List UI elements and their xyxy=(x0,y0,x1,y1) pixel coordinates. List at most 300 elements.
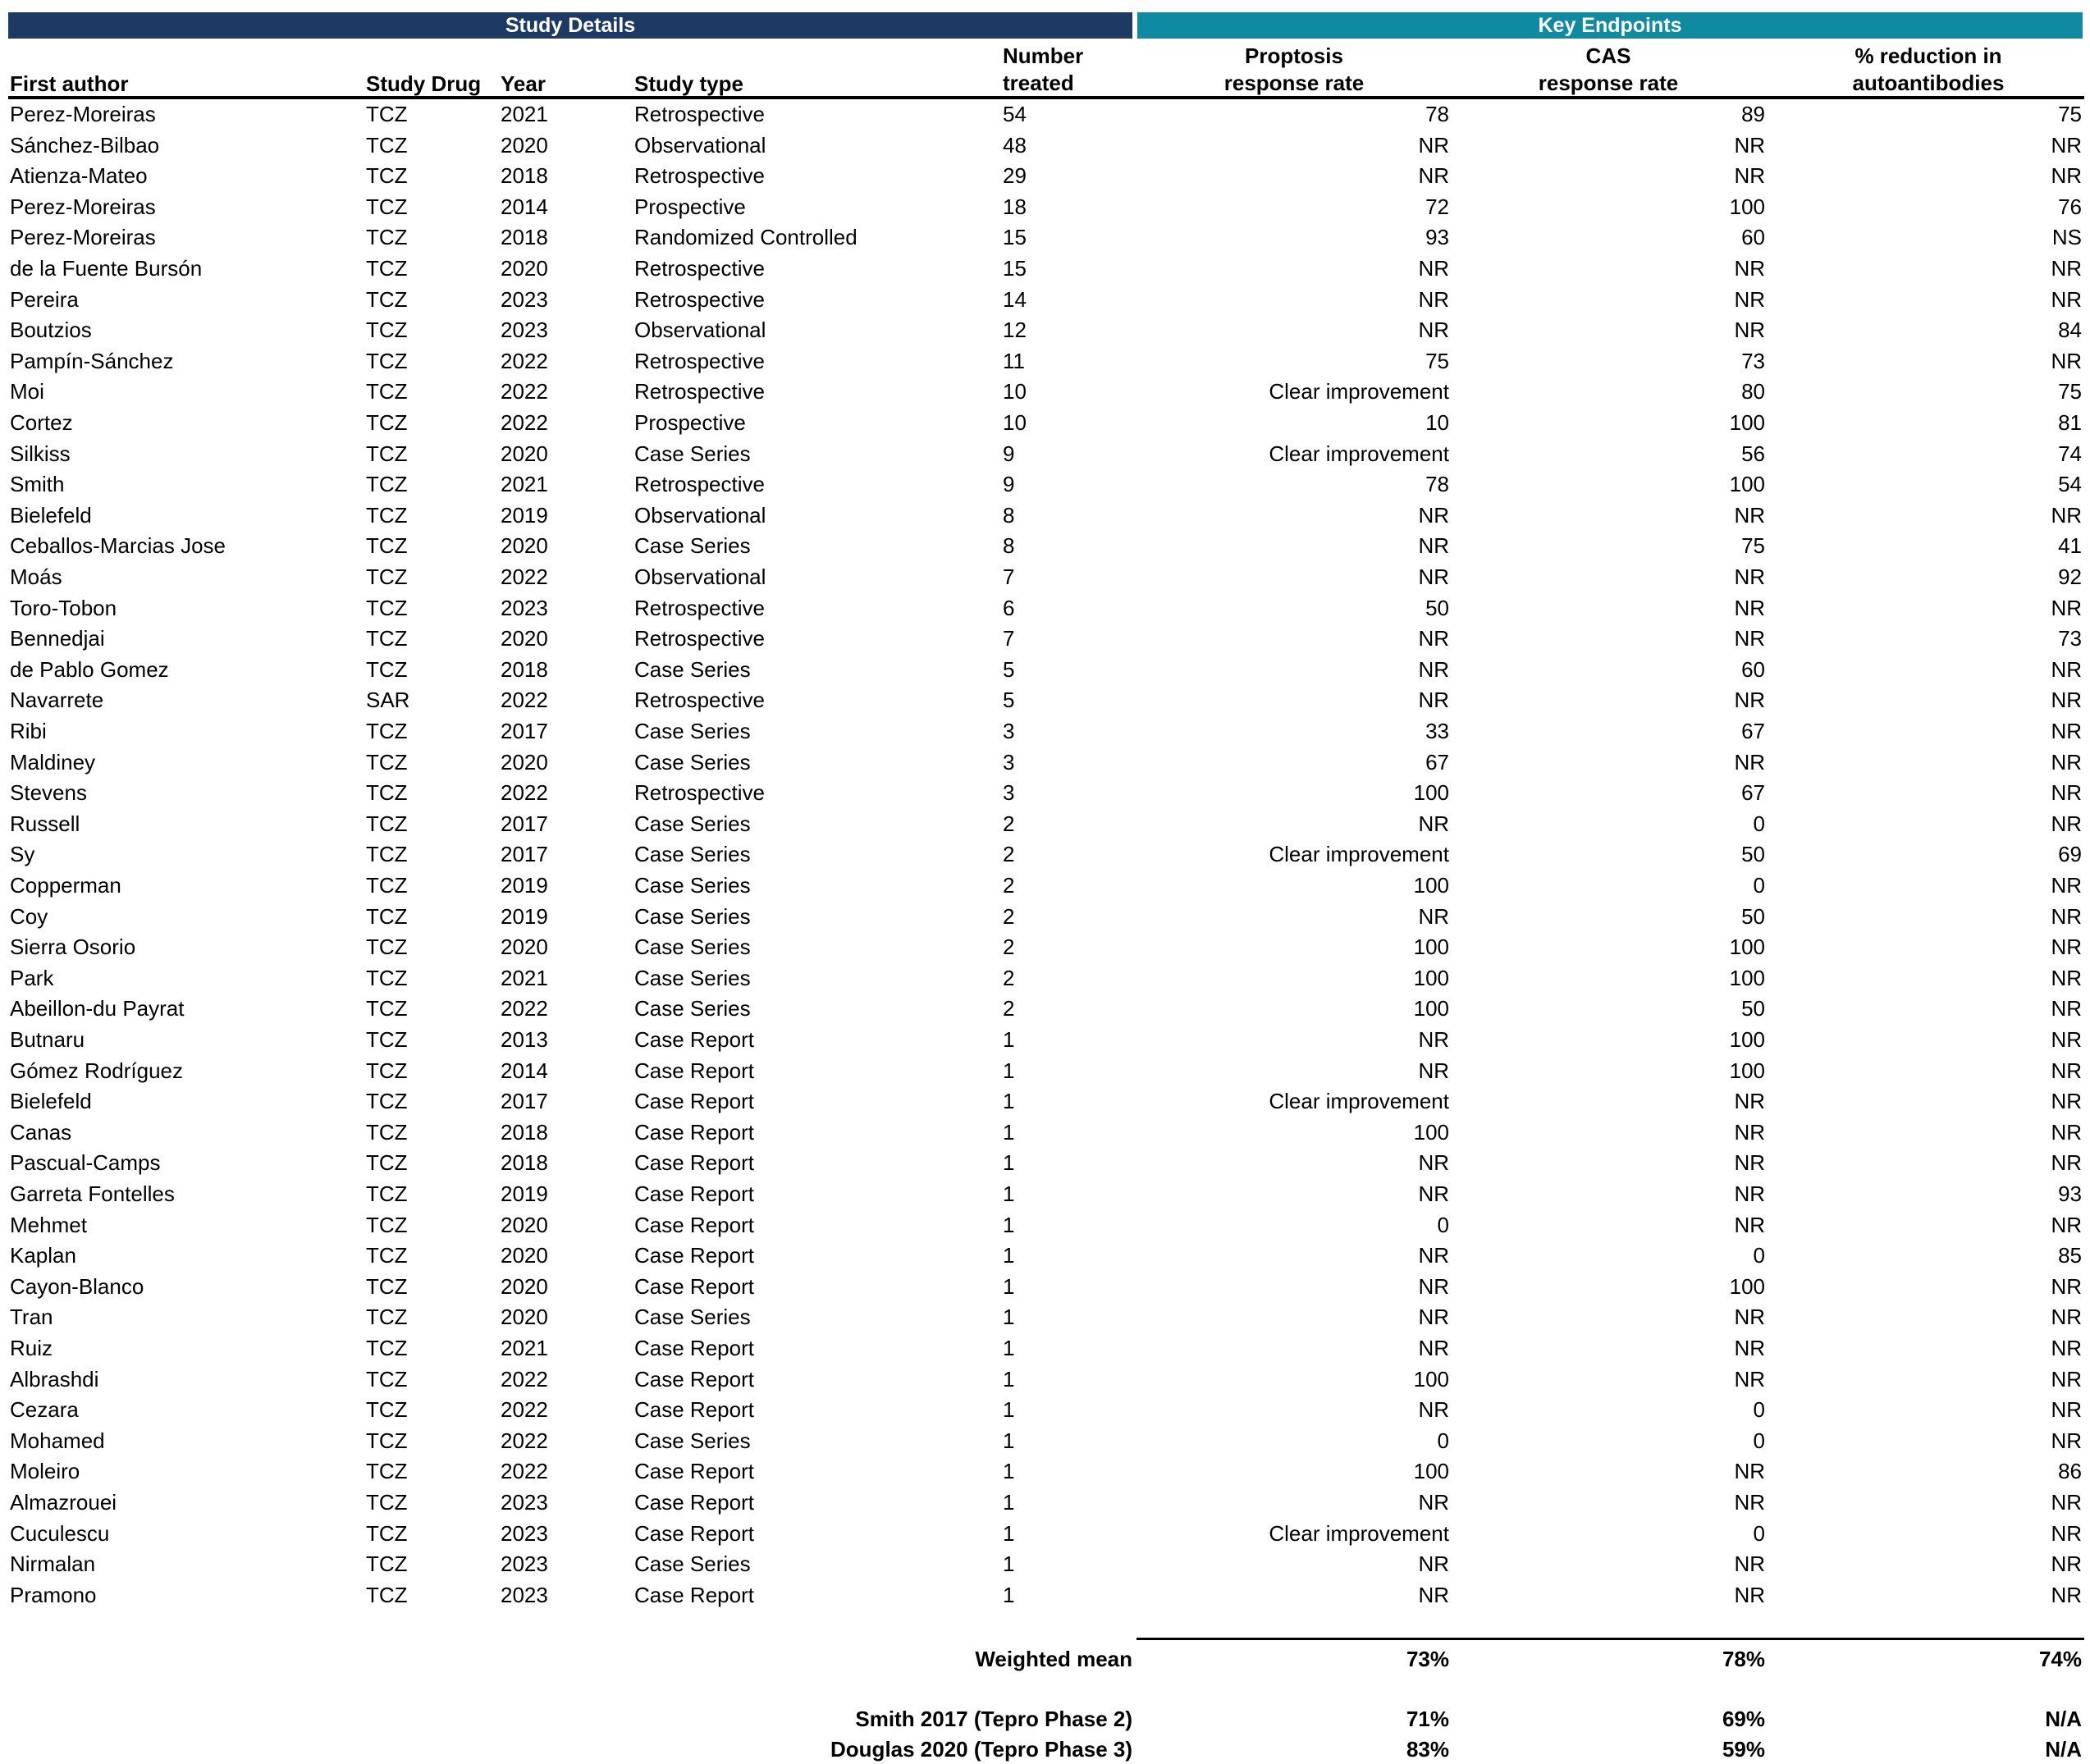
cell-proptosis: 78 xyxy=(1425,472,1449,497)
cell-year: 2014 xyxy=(501,194,548,219)
cell-year: 2021 xyxy=(501,965,548,990)
table-row xyxy=(0,624,2090,655)
cell-first-author: Russell xyxy=(10,811,80,836)
cell-study-drug: TCZ xyxy=(366,1520,408,1546)
cell-study-drug: TCZ xyxy=(366,996,408,1021)
cell-proptosis: 67 xyxy=(1425,749,1449,775)
cell-cas: 100 xyxy=(1729,1027,1765,1052)
table-row xyxy=(0,747,2090,779)
cell-year: 2020 xyxy=(501,1243,548,1268)
cell-study-type: Case Report xyxy=(634,1397,754,1423)
smith-autoab: N/A xyxy=(2045,1707,2082,1731)
cell-year: 2019 xyxy=(501,1181,548,1206)
cell-study-type: Retrospective xyxy=(634,163,765,189)
cell-autoantibodies: NR xyxy=(2051,1397,2082,1423)
cell-study-drug: TCZ xyxy=(366,965,408,990)
cell-number-treated: 5 xyxy=(1003,688,1015,713)
cell-number-treated: 1 xyxy=(1003,1089,1015,1114)
cell-cas: NR xyxy=(1734,163,1765,189)
cell-autoantibodies: NR xyxy=(2051,132,2082,158)
header-cas-line2: response rate xyxy=(1538,71,1679,95)
weighted-mean-rule xyxy=(1136,1638,2084,1640)
header-proptosis-line2: response rate xyxy=(1223,71,1365,95)
cell-first-author: Boutzios xyxy=(10,318,92,343)
table-row xyxy=(0,655,2090,686)
cell-study-drug: TCZ xyxy=(366,564,408,589)
cell-year: 2018 xyxy=(501,1119,548,1145)
cell-proptosis: NR xyxy=(1418,1181,1449,1206)
study-details-band: Study Details xyxy=(8,12,1132,39)
cell-study-type: Randomized Controlled xyxy=(634,225,857,250)
cell-proptosis: NR xyxy=(1418,1243,1449,1268)
cell-cas: NR xyxy=(1734,626,1765,651)
cell-year: 2023 xyxy=(501,1551,548,1577)
weighted-mean-proptosis: 73% xyxy=(1406,1647,1449,1671)
cell-number-treated: 1 xyxy=(1003,1027,1015,1052)
cell-number-treated: 1 xyxy=(1003,1305,1015,1330)
header-proptosis xyxy=(1163,43,1425,97)
cell-study-type: Case Report xyxy=(634,1582,754,1607)
cell-first-author: Bielefeld xyxy=(10,502,92,528)
cell-study-type: Case Report xyxy=(634,1089,754,1114)
cell-study-type: Case Series xyxy=(634,965,751,990)
cell-study-type: Case Series xyxy=(634,1428,751,1453)
cell-first-author: Moás xyxy=(10,564,62,589)
smith-proptosis: 71% xyxy=(1406,1707,1449,1731)
cell-proptosis: NR xyxy=(1418,286,1449,312)
cell-first-author: Pascual-Camps xyxy=(10,1150,161,1176)
cell-year: 2017 xyxy=(501,811,548,836)
header-number-treated xyxy=(1003,43,1083,97)
cell-year: 2021 xyxy=(501,102,548,126)
cell-first-author: Cezara xyxy=(10,1397,79,1423)
cell-cas: 0 xyxy=(1753,1520,1765,1546)
header-autoantibodies-line1: % reduction in xyxy=(1854,43,2002,68)
cell-autoantibodies: 54 xyxy=(2058,472,2082,497)
cell-study-type: Case Series xyxy=(634,533,751,559)
cell-first-author: Perez-Moreiras xyxy=(10,225,156,250)
cell-study-drug: TCZ xyxy=(366,903,408,929)
table-row xyxy=(0,377,2090,408)
cell-study-type: Retrospective xyxy=(634,102,765,126)
cell-study-type: Retrospective xyxy=(634,286,765,312)
cell-autoantibodies: NR xyxy=(2051,1520,2082,1546)
cell-study-type: Retrospective xyxy=(634,688,765,713)
cell-proptosis: NR xyxy=(1418,1551,1449,1577)
cell-autoantibodies: NR xyxy=(2051,1089,2082,1114)
cell-year: 2020 xyxy=(501,1212,548,1237)
cell-study-type: Case Report xyxy=(634,1336,754,1360)
cell-autoantibodies: 92 xyxy=(2058,564,2082,589)
cell-cas: 100 xyxy=(1729,194,1765,219)
table-row xyxy=(0,1302,2090,1333)
cell-study-drug: TCZ xyxy=(366,1305,408,1330)
cell-cas: NR xyxy=(1734,564,1765,589)
cell-study-type: Prospective xyxy=(634,410,746,435)
table-row xyxy=(0,130,2090,162)
cell-study-type: Case Report xyxy=(634,1212,754,1237)
cell-proptosis: 100 xyxy=(1413,1366,1449,1392)
cell-cas: NR xyxy=(1734,318,1765,343)
cell-study-drug: TCZ xyxy=(366,873,408,898)
cell-cas: 67 xyxy=(1741,719,1765,743)
cell-proptosis: NR xyxy=(1418,318,1449,343)
cell-number-treated: 15 xyxy=(1003,225,1027,250)
cell-study-drug: TCZ xyxy=(366,194,408,219)
table-row xyxy=(0,1117,2090,1149)
cell-autoantibodies: 93 xyxy=(2058,1181,2082,1206)
cell-year: 2022 xyxy=(501,996,548,1021)
cell-number-treated: 10 xyxy=(1003,379,1027,404)
cell-autoantibodies: NR xyxy=(2051,903,2082,929)
table-row xyxy=(0,254,2090,285)
cell-autoantibodies: 41 xyxy=(2058,533,2082,559)
cell-first-author: Ruiz xyxy=(10,1336,53,1360)
cell-number-treated: 1 xyxy=(1003,1181,1015,1206)
cell-autoantibodies: 86 xyxy=(2058,1459,2082,1484)
cell-number-treated: 9 xyxy=(1003,441,1015,466)
table-row xyxy=(0,1426,2090,1457)
cell-study-drug: TCZ xyxy=(366,1058,408,1083)
cell-proptosis: 100 xyxy=(1413,873,1449,898)
table-row xyxy=(0,1333,2090,1364)
cell-first-author: Tran xyxy=(10,1305,53,1330)
cell-study-drug: TCZ xyxy=(366,1366,408,1392)
cell-first-author: Navarrete xyxy=(10,688,104,713)
cell-proptosis: NR xyxy=(1418,811,1449,836)
cell-study-drug: TCZ xyxy=(366,811,408,836)
table-row xyxy=(0,685,2090,716)
cell-autoantibodies: NR xyxy=(2051,1212,2082,1237)
cell-number-treated: 3 xyxy=(1003,780,1015,806)
cell-number-treated: 29 xyxy=(1003,163,1027,189)
cell-cas: 100 xyxy=(1729,965,1765,990)
table-row xyxy=(0,531,2090,562)
cell-study-type: Retrospective xyxy=(634,626,765,651)
cell-first-author: Ceballos-Marcias Jose xyxy=(10,533,226,559)
table-row xyxy=(0,1364,2090,1396)
cell-study-drug: TCZ xyxy=(366,780,408,806)
cell-study-type: Case Series xyxy=(634,441,751,466)
cell-proptosis: 75 xyxy=(1425,348,1449,373)
cell-proptosis: 33 xyxy=(1425,719,1449,743)
cell-cas: 100 xyxy=(1729,935,1765,960)
cell-first-author: Toro-Tobon xyxy=(10,595,117,620)
cell-proptosis: 72 xyxy=(1425,194,1449,219)
cell-number-treated: 2 xyxy=(1003,935,1015,960)
table-row xyxy=(0,1241,2090,1272)
cell-autoantibodies: NR xyxy=(2051,1490,2082,1515)
table-row xyxy=(0,1488,2090,1519)
cell-autoantibodies: NR xyxy=(2051,780,2082,806)
cell-year: 2022 xyxy=(501,348,548,373)
cell-proptosis: NR xyxy=(1418,256,1449,281)
table-row xyxy=(0,161,2090,192)
table-row xyxy=(0,963,2090,994)
cell-study-drug: TCZ xyxy=(366,441,408,466)
cell-study-drug: TCZ xyxy=(366,502,408,528)
cell-study-drug: TCZ xyxy=(366,1459,408,1484)
cell-autoantibodies: 69 xyxy=(2058,842,2082,867)
weighted-mean-cas: 78% xyxy=(1722,1647,1765,1671)
table-row xyxy=(0,1086,2090,1117)
cell-study-drug: TCZ xyxy=(366,1582,408,1607)
cell-autoantibodies: NR xyxy=(2051,502,2082,528)
cell-autoantibodies: 81 xyxy=(2058,410,2082,435)
table-row xyxy=(0,1580,2090,1611)
cell-number-treated: 11 xyxy=(1003,348,1025,373)
cell-autoantibodies: NR xyxy=(2051,811,2082,836)
table-row xyxy=(0,1210,2090,1241)
cell-proptosis: NR xyxy=(1418,1490,1449,1515)
cell-study-drug: TCZ xyxy=(366,1212,408,1237)
cell-year: 2020 xyxy=(501,1305,548,1330)
cell-year: 2022 xyxy=(501,780,548,806)
cell-study-type: Case Series xyxy=(634,811,751,836)
cell-study-drug: TCZ xyxy=(366,286,408,312)
cell-study-drug: TCZ xyxy=(366,1119,408,1145)
cell-year: 2023 xyxy=(501,318,548,343)
cell-proptosis: 100 xyxy=(1413,996,1449,1021)
cell-first-author: Garreta Fontelles xyxy=(10,1181,175,1206)
cell-number-treated: 2 xyxy=(1003,842,1015,867)
cell-autoantibodies: NR xyxy=(2051,1336,2082,1360)
cell-number-treated: 7 xyxy=(1003,626,1015,651)
cell-proptosis: NR xyxy=(1418,656,1449,682)
cell-cas: 60 xyxy=(1741,656,1765,682)
table-row xyxy=(0,315,2090,346)
cell-number-treated: 2 xyxy=(1003,996,1015,1021)
cell-year: 2020 xyxy=(501,441,548,466)
cell-study-type: Case Series xyxy=(634,1305,751,1330)
cell-autoantibodies: NR xyxy=(2051,1058,2082,1083)
cell-cas: NR xyxy=(1734,502,1765,528)
cell-year: 2020 xyxy=(501,626,548,651)
cell-proptosis: Clear improvement xyxy=(1269,1089,1449,1114)
cell-proptosis: Clear improvement xyxy=(1269,441,1449,466)
cell-study-type: Case Series xyxy=(634,873,751,898)
header-first-author: First author xyxy=(10,71,129,96)
cell-study-type: Retrospective xyxy=(634,348,765,373)
cell-autoantibodies: NR xyxy=(2051,1366,2082,1392)
cell-year: 2020 xyxy=(501,533,548,559)
cell-proptosis: 93 xyxy=(1425,225,1449,250)
cell-cas: 0 xyxy=(1753,811,1765,836)
cell-year: 2013 xyxy=(501,1027,548,1052)
cell-cas: 67 xyxy=(1741,780,1765,806)
cell-proptosis: NR xyxy=(1418,502,1449,528)
cell-cas: 0 xyxy=(1753,1397,1765,1423)
cell-proptosis: 100 xyxy=(1413,935,1449,960)
cell-proptosis: NR xyxy=(1418,1027,1449,1052)
cell-study-type: Observational xyxy=(634,318,766,343)
cell-study-drug: TCZ xyxy=(366,656,408,682)
cell-study-type: Case Report xyxy=(634,1366,754,1392)
cell-study-drug: TCZ xyxy=(366,1397,408,1423)
cell-study-type: Observational xyxy=(634,502,766,528)
table-row xyxy=(0,192,2090,223)
cell-study-type: Case Report xyxy=(634,1520,754,1546)
cell-first-author: Smith xyxy=(10,472,65,497)
cell-study-drug: TCZ xyxy=(366,1027,408,1052)
cell-study-drug: TCZ xyxy=(366,1551,408,1577)
table-row xyxy=(0,809,2090,840)
table-row xyxy=(0,346,2090,377)
cell-study-drug: TCZ xyxy=(366,256,408,281)
cell-first-author: Pampín-Sánchez xyxy=(10,348,174,373)
cell-study-drug: TCZ xyxy=(366,749,408,775)
cell-study-drug: TCZ xyxy=(366,1336,408,1360)
cell-number-treated: 1 xyxy=(1003,1366,1015,1392)
cell-number-treated: 1 xyxy=(1003,1336,1015,1360)
cell-study-drug: TCZ xyxy=(366,102,408,126)
cell-year: 2021 xyxy=(501,472,548,497)
cell-year: 2023 xyxy=(501,1520,548,1546)
cell-cas: NR xyxy=(1734,1181,1765,1206)
cell-cas: 75 xyxy=(1741,533,1765,559)
cell-number-treated: 2 xyxy=(1003,873,1015,898)
header-study-type: Study type xyxy=(634,71,743,96)
weighted-mean-autoab: 74% xyxy=(2038,1647,2082,1671)
header-autoantibodies-line2: autoantibodies xyxy=(1852,71,2005,95)
cell-cas: NR xyxy=(1734,1150,1765,1176)
cell-study-type: Retrospective xyxy=(634,780,765,806)
cell-autoantibodies: NR xyxy=(2051,656,2082,682)
cell-study-drug: TCZ xyxy=(366,225,408,250)
cell-number-treated: 1 xyxy=(1003,1490,1015,1515)
cell-year: 2022 xyxy=(501,564,548,589)
cell-cas: 50 xyxy=(1741,842,1765,867)
cell-study-type: Retrospective xyxy=(634,256,765,281)
table-row xyxy=(0,562,2090,593)
cell-study-drug: TCZ xyxy=(366,410,408,435)
cell-number-treated: 14 xyxy=(1003,286,1027,312)
cell-year: 2023 xyxy=(501,286,548,312)
cell-autoantibodies: NR xyxy=(2051,256,2082,281)
cell-first-author: Sierra Osorio xyxy=(10,935,136,960)
cell-cas: 50 xyxy=(1741,996,1765,1021)
cell-proptosis: NR xyxy=(1418,564,1449,589)
cell-year: 2020 xyxy=(501,132,548,158)
header-autoantibodies xyxy=(1797,43,2060,97)
cell-number-treated: 10 xyxy=(1003,410,1027,435)
cell-first-author: Copperman xyxy=(10,873,121,898)
cell-number-treated: 2 xyxy=(1003,811,1015,836)
table-row xyxy=(0,1519,2090,1550)
cell-study-drug: TCZ xyxy=(366,719,408,743)
cell-autoantibodies: NR xyxy=(2051,595,2082,620)
cell-study-type: Case Report xyxy=(634,1273,754,1299)
cell-first-author: Perez-Moreiras xyxy=(10,102,156,126)
cell-study-drug: TCZ xyxy=(366,533,408,559)
cell-proptosis: 0 xyxy=(1437,1212,1449,1237)
cell-study-type: Case Report xyxy=(634,1459,754,1484)
cell-autoantibodies: 75 xyxy=(2058,379,2082,404)
cell-number-treated: 8 xyxy=(1003,502,1015,528)
table-row xyxy=(0,222,2090,254)
cell-study-type: Case Series xyxy=(634,996,751,1021)
cell-year: 2022 xyxy=(501,1428,548,1453)
cell-first-author: Bennedjai xyxy=(10,626,105,651)
cell-study-drug: TCZ xyxy=(366,1273,408,1299)
cell-year: 2020 xyxy=(501,935,548,960)
cell-autoantibodies: NR xyxy=(2051,1428,2082,1453)
cell-cas: 100 xyxy=(1729,1273,1765,1299)
header-cas-line1: CAS xyxy=(1585,43,1631,68)
cell-cas: 50 xyxy=(1741,903,1765,929)
cell-year: 2019 xyxy=(501,502,548,528)
cell-proptosis: 50 xyxy=(1425,595,1449,620)
cell-autoantibodies: 75 xyxy=(2058,102,2082,126)
cell-year: 2021 xyxy=(501,1336,548,1360)
cell-first-author: Cortez xyxy=(10,410,73,435)
cell-study-type: Case Report xyxy=(634,1243,754,1268)
header-cas xyxy=(1477,43,1740,97)
header-study-drug: Study Drug xyxy=(366,71,482,96)
cell-cas: NR xyxy=(1734,1459,1765,1484)
cell-first-author: Pereira xyxy=(10,286,79,312)
cell-study-drug: SAR xyxy=(366,688,410,713)
cell-number-treated: 2 xyxy=(1003,965,1015,990)
cell-first-author: Ribi xyxy=(10,719,47,743)
douglas-cas: 59% xyxy=(1722,1737,1765,1762)
cell-year: 2020 xyxy=(501,256,548,281)
cell-autoantibodies: NR xyxy=(2051,965,2082,990)
cell-number-treated: 1 xyxy=(1003,1243,1015,1268)
cell-number-treated: 15 xyxy=(1003,256,1027,281)
cell-autoantibodies: NR xyxy=(2051,1273,2082,1299)
table-row xyxy=(0,439,2090,470)
table-row xyxy=(0,778,2090,809)
cell-cas: NR xyxy=(1734,1212,1765,1237)
cell-year: 2017 xyxy=(501,719,548,743)
cell-number-treated: 1 xyxy=(1003,1520,1015,1546)
cell-cas: 100 xyxy=(1729,1058,1765,1083)
cell-number-treated: 1 xyxy=(1003,1212,1015,1237)
cell-cas: NR xyxy=(1734,1089,1765,1114)
cell-autoantibodies: NR xyxy=(2051,996,2082,1021)
cell-autoantibodies: NS xyxy=(2051,225,2082,250)
cell-proptosis: NR xyxy=(1418,163,1449,189)
cell-study-drug: TCZ xyxy=(366,595,408,620)
cell-cas: NR xyxy=(1734,595,1765,620)
cell-year: 2022 xyxy=(501,1397,548,1423)
cell-proptosis: 100 xyxy=(1413,1119,1449,1145)
table-row xyxy=(0,839,2090,871)
cell-autoantibodies: 74 xyxy=(2058,441,2082,466)
cell-first-author: Maldiney xyxy=(10,749,96,775)
cell-study-type: Case Series xyxy=(634,935,751,960)
cell-study-type: Case Report xyxy=(634,1150,754,1176)
cell-proptosis: NR xyxy=(1418,533,1449,559)
cell-autoantibodies: NR xyxy=(2051,873,2082,898)
cell-study-type: Case Series xyxy=(634,1551,751,1577)
cell-first-author: Sánchez-Bilbao xyxy=(10,132,160,158)
cell-study-type: Retrospective xyxy=(634,379,765,404)
cell-year: 2022 xyxy=(501,1459,548,1484)
cell-proptosis: 100 xyxy=(1413,965,1449,990)
cell-first-author: Abeillon-du Payrat xyxy=(10,996,185,1021)
cell-cas: 73 xyxy=(1741,348,1765,373)
cell-cas: 0 xyxy=(1753,1428,1765,1453)
table-row xyxy=(0,500,2090,532)
table-row xyxy=(0,1025,2090,1056)
cell-first-author: Canas xyxy=(10,1119,72,1145)
cell-number-treated: 1 xyxy=(1003,1459,1015,1484)
table-row xyxy=(0,99,2090,130)
cell-number-treated: 1 xyxy=(1003,1058,1015,1083)
cell-year: 2023 xyxy=(501,1582,548,1607)
